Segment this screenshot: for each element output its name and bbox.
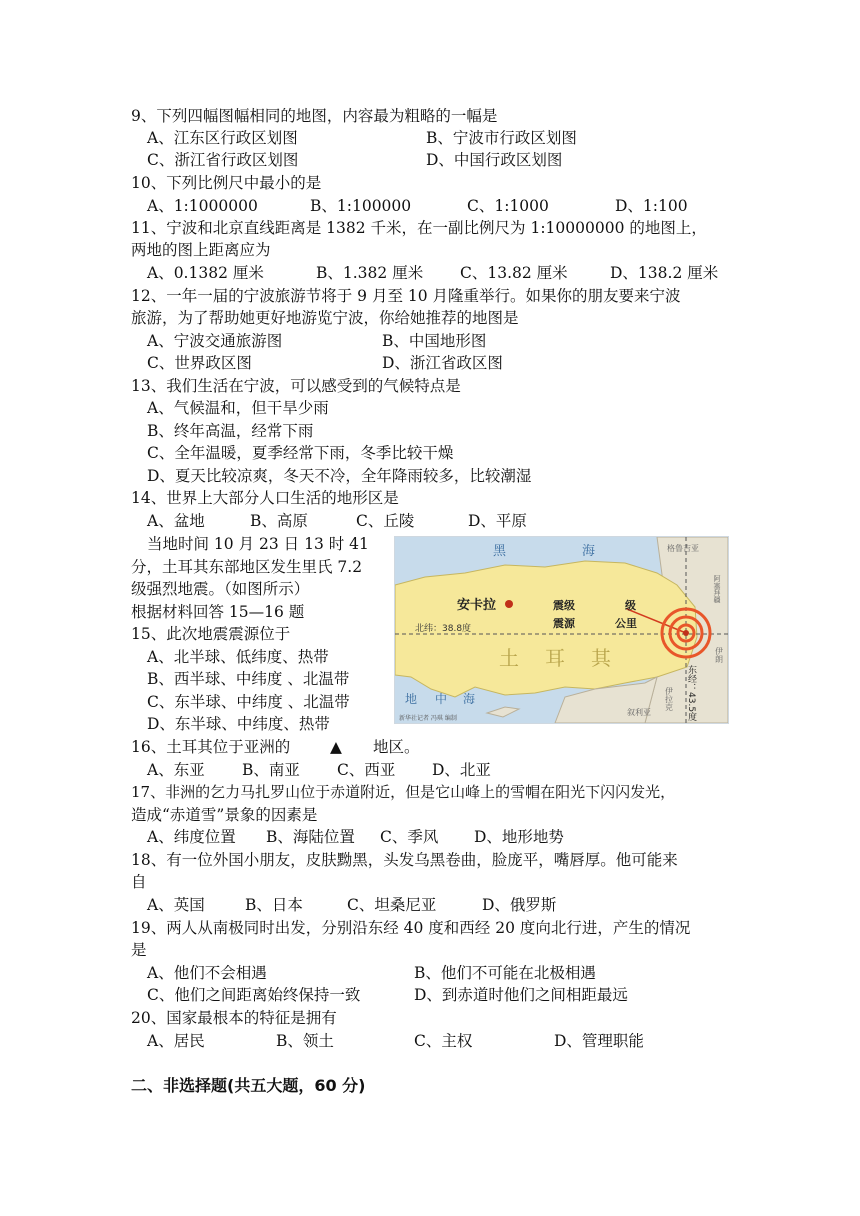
q12-option-b: B、中国地形图 xyxy=(382,332,487,350)
q17-stem-line2: 造成“赤道雪”景象的因素是 xyxy=(131,806,318,824)
q11-option-b: B、1.382 厘米 xyxy=(316,264,424,282)
depth-label: 震源 xyxy=(553,617,575,630)
q9-option-b: B、宁波市行政区划图 xyxy=(426,129,577,147)
sea-med-char3: 海 xyxy=(463,692,476,706)
q16-option-c: C、西亚 xyxy=(337,761,396,779)
q12-stem-line1: 12、一年一届的宁波旅游节将于 9 月至 10 月隆重举行。如果你的朋友要来宁波 xyxy=(131,287,681,305)
q12-option-c: C、世界政区图 xyxy=(147,354,252,372)
q15-option-a: A、北半球、低纬度、热带 xyxy=(147,648,329,666)
q20-option-a: A、居民 xyxy=(147,1032,205,1050)
neighbor-georgia: 格鲁吉亚 xyxy=(667,544,699,553)
ankara-label: 安卡拉 xyxy=(457,598,497,613)
neighbor-azerbaijan: 阿塞拜疆 xyxy=(713,575,721,603)
q10-option-d: D、1:100 xyxy=(615,197,688,215)
section-title: 二、非选择题(共五大题，60 分) xyxy=(131,1076,366,1095)
q11-stem-line1: 11、宁波和北京直线距离是 1382 千米，在一副比例尺为 1:10000000 的地图上， xyxy=(131,219,707,237)
q18-option-a: A、英国 xyxy=(147,896,205,914)
q16-option-b: B、南亚 xyxy=(242,761,300,779)
q9-stem: 9、下列四幅图幅相同的地图，内容最为粗略的一幅是 xyxy=(131,107,498,125)
q9-option-d: D、中国行政区划图 xyxy=(426,151,563,169)
q10-option-a: A、1:1000000 xyxy=(147,197,258,215)
q16-blank-marker: ▲ xyxy=(330,738,342,756)
q14-option-d: D、平原 xyxy=(468,512,527,530)
depth-unit: 公里 xyxy=(615,617,637,630)
q20-option-b: B、领土 xyxy=(276,1032,334,1050)
q14-stem: 14、世界上大部分人口生活的地形区是 xyxy=(131,489,399,507)
country-char1: 土 xyxy=(499,646,519,670)
q17-option-c: C、季风 xyxy=(380,828,439,846)
q18-stem-line2: 自 xyxy=(131,873,147,891)
q17-stem-line1: 17、非洲的乞力马扎罗山位于赤道附近，但是它山峰上的雪帽在阳光下闪闪发光， xyxy=(131,783,676,801)
q14-option-c: C、丘陵 xyxy=(356,512,415,530)
q13-stem: 13、我们生活在宁波，可以感受到的气候特点是 xyxy=(131,377,461,395)
q12-stem-line2: 旅游，为了帮助她更好地游览宁波，你给她推荐的地图是 xyxy=(131,309,519,327)
material-line3: 级强烈地震。（如图所示） xyxy=(131,580,310,598)
q20-option-c: C、主权 xyxy=(414,1032,473,1050)
q16-option-a: A、东亚 xyxy=(147,761,205,779)
q18-option-c: C、坦桑尼亚 xyxy=(347,896,437,914)
country-char3: 其 xyxy=(591,646,611,670)
longitude-label: 东经：43.5度 xyxy=(686,665,696,722)
material-line4: 根据材料回答 15—16 题 xyxy=(131,603,305,621)
q9-option-c: C、浙江省行政区划图 xyxy=(147,151,299,169)
q19-stem-line1: 19、两人从南极同时出发，分别沿东经 40 度和西经 20 度向北行进，产生的情况 xyxy=(131,919,691,937)
q17-option-b: B、海陆位置 xyxy=(266,828,355,846)
q15-option-b: B、西半球、中纬度 、北温带 xyxy=(147,670,350,688)
q15-stem: 15、此次地震震源位于 xyxy=(131,625,291,643)
map-credit: 新华社记者 冯琪 编制 xyxy=(399,715,457,722)
q15-option-d: D、东半球、中纬度、热带 xyxy=(147,715,330,733)
q13-option-a: A、气候温和，但干旱少雨 xyxy=(147,399,329,417)
q11-option-c: C、13.82 厘米 xyxy=(460,264,568,282)
map-svg xyxy=(395,537,728,723)
q20-option-d: D、管理职能 xyxy=(554,1032,644,1050)
ankara-dot xyxy=(505,600,513,608)
q12-option-a: A、宁波交通旅游图 xyxy=(147,332,283,350)
q11-option-d: D、138.2 厘米 xyxy=(610,264,719,282)
q19-stem-line2: 是 xyxy=(131,941,147,959)
q19-option-a: A、他们不会相遇 xyxy=(147,964,267,982)
q18-option-b: B、日本 xyxy=(245,896,303,914)
material-line2: 分，土耳其东部地区发生里氏 7.2 xyxy=(131,558,363,576)
sea-black-char2: 海 xyxy=(582,544,596,559)
q17-option-a: A、纬度位置 xyxy=(147,828,236,846)
q19-option-b: B、他们不可能在北极相遇 xyxy=(414,964,596,982)
quake-epicenter xyxy=(683,630,689,636)
q16-stem-end: 地区。 xyxy=(373,738,420,756)
q19-option-c: C、他们之间距离始终保持一致 xyxy=(147,986,361,1004)
neighbor-iraq: 伊拉克 xyxy=(664,687,674,711)
q10-option-b: B、1:100000 xyxy=(310,197,412,215)
q14-option-a: A、盆地 xyxy=(147,512,205,530)
neighbor-syria: 叙利亚 xyxy=(627,708,651,717)
sea-med-char2: 中 xyxy=(435,692,448,706)
material-line1: 当地时间 10 月 23 日 13 时 41 xyxy=(147,535,369,553)
q18-stem-line1: 18、有一位外国小朋友，皮肤黝黑，头发乌黑卷曲，脸庞平，嘴唇厚。他可能来 xyxy=(131,851,678,869)
q14-option-b: B、高原 xyxy=(250,512,308,530)
magnitude-unit: 级 xyxy=(625,599,636,612)
neighbor-iran: 伊朗 xyxy=(714,647,724,663)
q16-option-d: D、北亚 xyxy=(432,761,491,779)
q19-option-d: D、到赤道时他们之间相距最远 xyxy=(414,986,628,1004)
q11-stem-line2: 两地的图上距离应为 xyxy=(131,241,271,259)
q10-stem: 10、下列比例尺中最小的是 xyxy=(131,174,322,192)
q18-option-d: D、俄罗斯 xyxy=(482,896,557,914)
q12-option-d: D、浙江省政区图 xyxy=(382,354,503,372)
sea-black-char1: 黑 xyxy=(493,544,507,559)
q13-option-c: C、全年温暖，夏季经常下雨，冬季比较干燥 xyxy=(147,444,454,462)
q17-option-d: D、地形地势 xyxy=(474,828,564,846)
q16-stem: 16、土耳其位于亚洲的 xyxy=(131,738,291,756)
q10-option-c: C、1:1000 xyxy=(467,197,549,215)
q9-option-a: A、江东区行政区划图 xyxy=(147,129,298,147)
q15-option-c: C、东半球、中纬度 、北温带 xyxy=(147,693,350,711)
magnitude-label: 震级 xyxy=(553,599,575,612)
q13-option-d: D、夏天比较凉爽，冬天不冷，全年降雨较多，比较潮湿 xyxy=(147,467,532,485)
q13-option-b: B、终年高温，经常下雨 xyxy=(147,422,314,440)
turkey-earthquake-map xyxy=(394,536,729,724)
sea-med-char1: 地 xyxy=(405,692,418,706)
latitude-label: 北纬：38.8度 xyxy=(415,624,472,634)
country-char2: 耳 xyxy=(545,646,565,670)
q11-option-a: A、0.1382 厘米 xyxy=(147,264,264,282)
q20-stem: 20、国家最根本的特征是拥有 xyxy=(131,1009,337,1027)
